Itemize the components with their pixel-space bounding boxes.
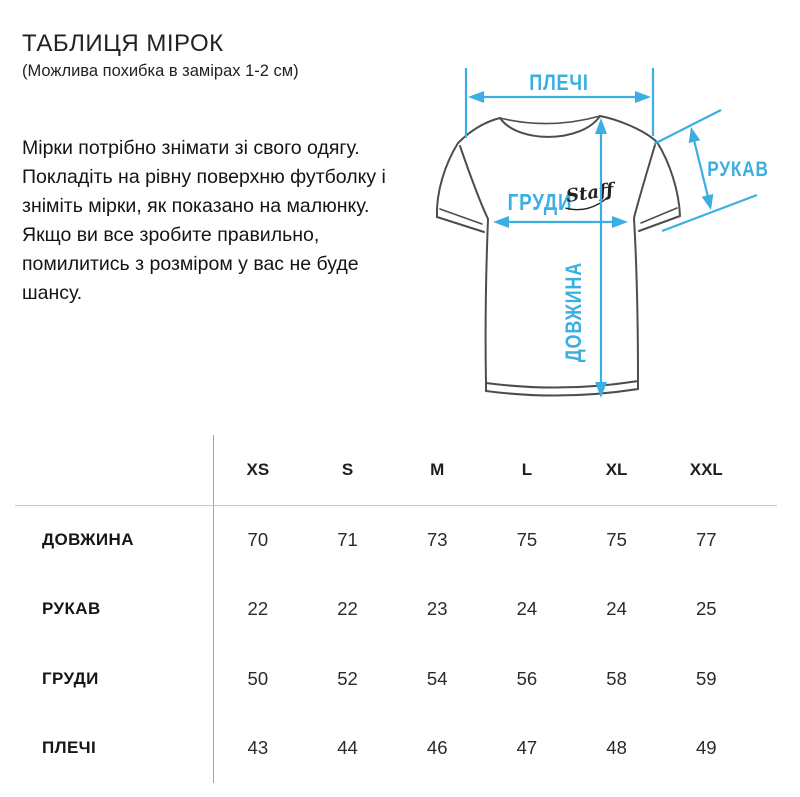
shoulders-label: ПЛЕЧІ <box>529 71 589 96</box>
page-title: ТАБЛИЦЯ МІРОК <box>22 30 224 57</box>
column-header-xs: XS <box>246 460 270 479</box>
table-cell: 58 <box>606 667 627 689</box>
chest-measure <box>493 216 628 228</box>
column-header-m: M <box>430 460 445 479</box>
table-cell: 22 <box>247 598 269 620</box>
table-cell: 25 <box>695 598 717 620</box>
table-row <box>0 644 800 714</box>
chest-label: ГРУДИ <box>507 190 573 216</box>
length-measure <box>595 118 607 398</box>
table-cell: 43 <box>247 737 269 759</box>
column-header-l: L <box>521 460 533 479</box>
column-header-xl: XL <box>605 460 628 479</box>
table-cell: 50 <box>247 667 269 689</box>
size-table-header <box>0 435 800 505</box>
size-table <box>0 435 800 783</box>
table-cell: 44 <box>337 737 358 759</box>
table-cell: 56 <box>516 667 538 689</box>
row-label: РУКАВ <box>42 599 101 619</box>
tshirt-outline <box>437 116 680 396</box>
column-header-s: S <box>341 460 354 479</box>
table-divider-horizontal <box>15 505 777 506</box>
table-cell: 24 <box>516 598 538 620</box>
sleeve-label: РУКАВ <box>707 158 769 182</box>
tshirt-diagram-svg <box>420 30 800 430</box>
table-cell: 75 <box>516 528 538 550</box>
table-cell: 71 <box>337 528 358 550</box>
table-cell: 46 <box>426 737 448 759</box>
size-table-body <box>0 505 800 783</box>
table-divider-vertical <box>213 435 214 783</box>
table-row <box>0 505 800 575</box>
table-cell: 22 <box>337 598 358 620</box>
table-cell: 54 <box>426 667 448 689</box>
measurement-instructions: Мірки потрібно знімати зі свого одягу. Покладіть на рівну поверхню футболку і зніміть мірки, як показано на малюнку. Якщо ви все зробите правильно, помилитись з розміром у вас не буде шансу. <box>22 137 386 304</box>
brand-logo-text: Staff <box>564 179 616 207</box>
table-cell: 48 <box>606 737 627 759</box>
row-label: ПЛЕЧІ <box>42 738 97 758</box>
table-cell: 75 <box>606 528 627 550</box>
table-cell: 52 <box>337 667 358 689</box>
table-cell: 47 <box>516 737 538 759</box>
table-cell: 73 <box>426 528 448 550</box>
table-cell: 23 <box>426 598 448 620</box>
table-cell: 59 <box>695 667 717 689</box>
page-subtitle: (Можлива похибка в замірах 1-2 см) <box>22 62 299 80</box>
table-cell: 77 <box>695 528 717 550</box>
tshirt-measurement-diagram <box>420 30 800 430</box>
row-label: ДОВЖИНА <box>42 529 134 549</box>
table-cell: 49 <box>695 737 717 759</box>
table-row <box>0 714 800 784</box>
table-cell: 70 <box>247 528 269 550</box>
table-row <box>0 575 800 645</box>
length-label: ДОВЖИНА <box>562 261 587 363</box>
column-header-xxl: XXL <box>689 460 723 479</box>
table-cell: 24 <box>606 598 627 620</box>
row-label: ГРУДИ <box>42 668 99 688</box>
